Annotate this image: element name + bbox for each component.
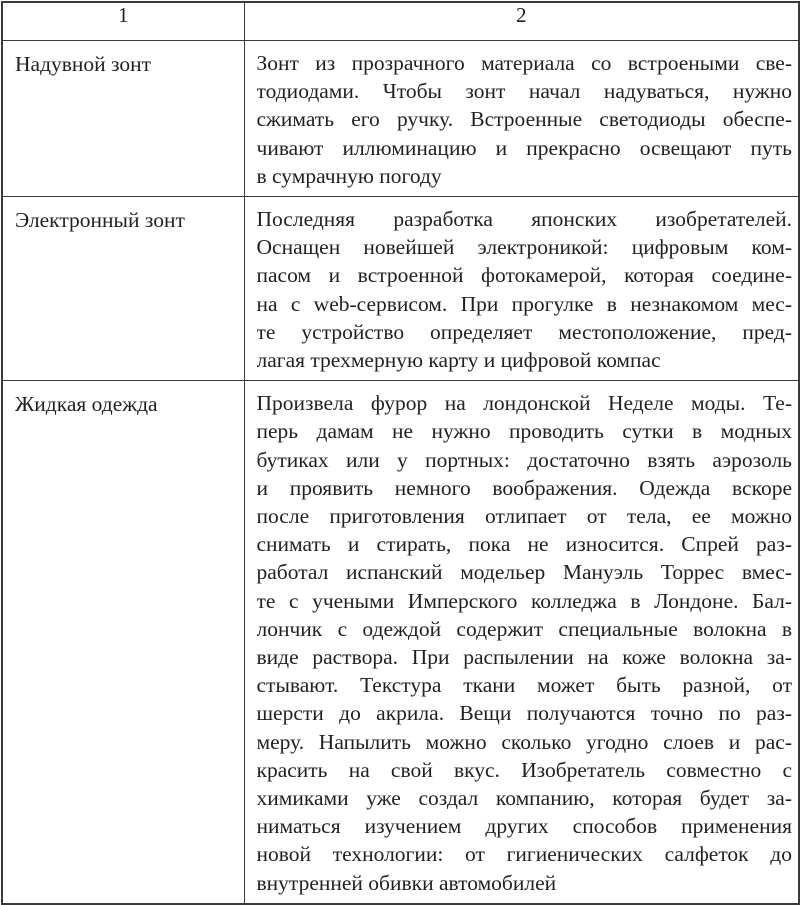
item-description bbox=[244, 381, 799, 904]
description-line: перь дамам не нужно проводить сутки в модных bbox=[256, 419, 792, 444]
item-name: Жидкая одежда bbox=[2, 381, 244, 904]
item-description bbox=[244, 197, 799, 381]
description-line: тодиодами. Чтобы зонт начал надуваться, нужно bbox=[256, 79, 792, 104]
description-line: ниматься изучением других способов применения bbox=[256, 814, 792, 839]
description-line: виде раствора. При распылении на коже волокна за- bbox=[256, 645, 792, 670]
description-line: лагая трехмерную карту и цифровой компас bbox=[256, 348, 661, 373]
description-line: новой технологии: от гигиенических салфеток до bbox=[256, 842, 792, 867]
description-line: те с учеными Имперского колледжа в Лондоне. Бал- bbox=[256, 588, 792, 613]
description-line: стывают. Текстура ткани может быть разной, от bbox=[256, 673, 792, 698]
description-line: после приготовления отлипает от тела, ее можно bbox=[256, 504, 792, 529]
item-description bbox=[244, 41, 799, 197]
description-line: на с web-сервисом. При прогулке в незнакомом мес- bbox=[256, 291, 792, 316]
item-name: Надувной зонт bbox=[2, 41, 244, 197]
table-header-row bbox=[2, 2, 799, 41]
description-line: пасом и встроенной фотокамерой, которая соедине- bbox=[256, 263, 792, 288]
description-line: в сумрачную погоду bbox=[256, 163, 442, 188]
column-header-1: 1 bbox=[2, 2, 244, 41]
inventions-table bbox=[1, 1, 800, 905]
description-line: Произвела фурор на лондонской Неделе моды. Те- bbox=[256, 391, 792, 416]
description-line: Последняя разработка японских изобретателей. bbox=[256, 207, 792, 232]
description-line: красить на свой вкус. Изобретатель совместно с bbox=[256, 757, 792, 782]
column-header-2: 2 bbox=[244, 2, 799, 41]
description-line: и проявить немного воображения. Одежда вскоре bbox=[256, 475, 792, 500]
description-line: Оснащен новейшей электроникой: цифровым ком- bbox=[256, 235, 792, 260]
description-line: бутиках или у портных: достаточно взять аэрозоль bbox=[256, 447, 792, 472]
description-line: внутренней обивки автомобилей bbox=[256, 870, 557, 895]
description-line: лончик с одеждой содержит специальные волокна в bbox=[256, 616, 792, 641]
description-line: меру. Напылить можно сколько угодно слоев и рас- bbox=[256, 729, 792, 754]
table-row bbox=[2, 197, 799, 381]
table-row bbox=[2, 41, 799, 197]
description-line: шерсти до акрила. Вещи получаются точно по раз- bbox=[256, 701, 792, 726]
description-line: работал испанский модельер Мануэль Торрес вмес- bbox=[256, 560, 792, 585]
description-line: чивают иллюминацию и прекрасно освещают путь bbox=[256, 135, 792, 160]
table-row bbox=[2, 381, 799, 904]
description-line: те устройство определяет местоположение, пред- bbox=[256, 319, 792, 344]
description-line: снимать и стирать, пока не износится. Спрей раз- bbox=[256, 532, 792, 557]
item-name: Электронный зонт bbox=[2, 197, 244, 381]
description-line: Зонт из прозрачного материала со встроеными све- bbox=[256, 51, 792, 75]
description-line: сжимать его ручку. Встроенные светодиоды обеспе- bbox=[256, 107, 792, 132]
description-line: химиками уже создал компанию, которая будет за- bbox=[256, 786, 792, 811]
